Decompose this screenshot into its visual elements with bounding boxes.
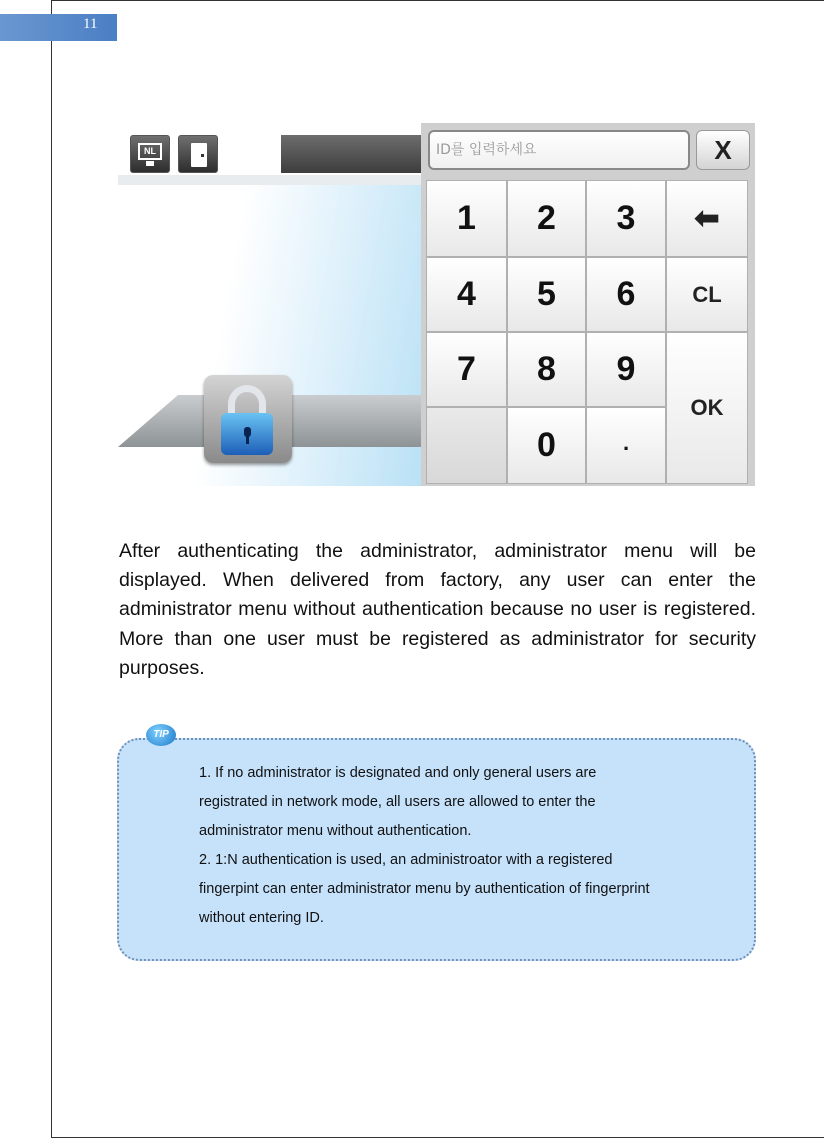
tip-line: 2. 1:N authentication is used, an administroator with a registered xyxy=(199,852,613,868)
tip-line: administrator menu without authentication. xyxy=(199,823,472,839)
key-6[interactable]: 6 xyxy=(586,257,666,332)
tip-text xyxy=(199,759,739,933)
key-ok[interactable]: OK xyxy=(666,332,748,484)
key-3[interactable]: 3 xyxy=(586,180,666,257)
body-paragraph: After authenticating the administrator, administrator menu will be displayed. When delivered from factory, any user can enter the administrator menu without authentication because no user is registered. More than one user must be registered as administrator for security purposes. xyxy=(119,540,756,679)
tip-icon: TIP xyxy=(146,724,176,746)
key-backspace[interactable]: ⬅ xyxy=(666,180,748,257)
id-keypad xyxy=(421,123,755,486)
page-number-tab xyxy=(0,14,117,41)
door-exit-icon[interactable] xyxy=(178,135,218,173)
tip-line: fingerpint can enter administrator menu by authentication of fingerprint xyxy=(199,881,650,897)
nl-label: NL xyxy=(138,143,162,160)
close-button[interactable]: X xyxy=(696,130,750,170)
key-clear[interactable]: CL xyxy=(666,257,748,332)
tip-line: 1. If no administrator is designated and only general users are xyxy=(199,765,597,781)
key-1[interactable]: 1 xyxy=(426,180,507,257)
screen-divider xyxy=(118,175,428,185)
id-input[interactable]: ID를 입력하세요 xyxy=(428,130,690,170)
monitor-nl-icon[interactable] xyxy=(130,135,170,173)
tip-line: registrated in network mode, all users are allowed to enter the xyxy=(199,794,596,810)
screen-title-bar xyxy=(281,135,428,173)
monitor-stand xyxy=(146,161,154,166)
key-7[interactable]: 7 xyxy=(426,332,507,407)
key-2[interactable]: 2 xyxy=(507,180,586,257)
key-8[interactable]: 8 xyxy=(507,332,586,407)
device-screenshot xyxy=(118,123,755,486)
page-number: 11 xyxy=(83,16,98,32)
lock-body xyxy=(221,413,273,455)
key-blank xyxy=(426,407,507,484)
key-4[interactable]: 4 xyxy=(426,257,507,332)
key-9[interactable]: 9 xyxy=(586,332,666,407)
key-5[interactable]: 5 xyxy=(507,257,586,332)
tip-line: without entering ID. xyxy=(199,910,324,926)
door-shape xyxy=(191,143,207,167)
key-dot[interactable]: . xyxy=(586,407,666,484)
padlock-icon[interactable] xyxy=(204,375,292,463)
keyhole xyxy=(244,427,251,437)
key-0[interactable]: 0 xyxy=(507,407,586,484)
